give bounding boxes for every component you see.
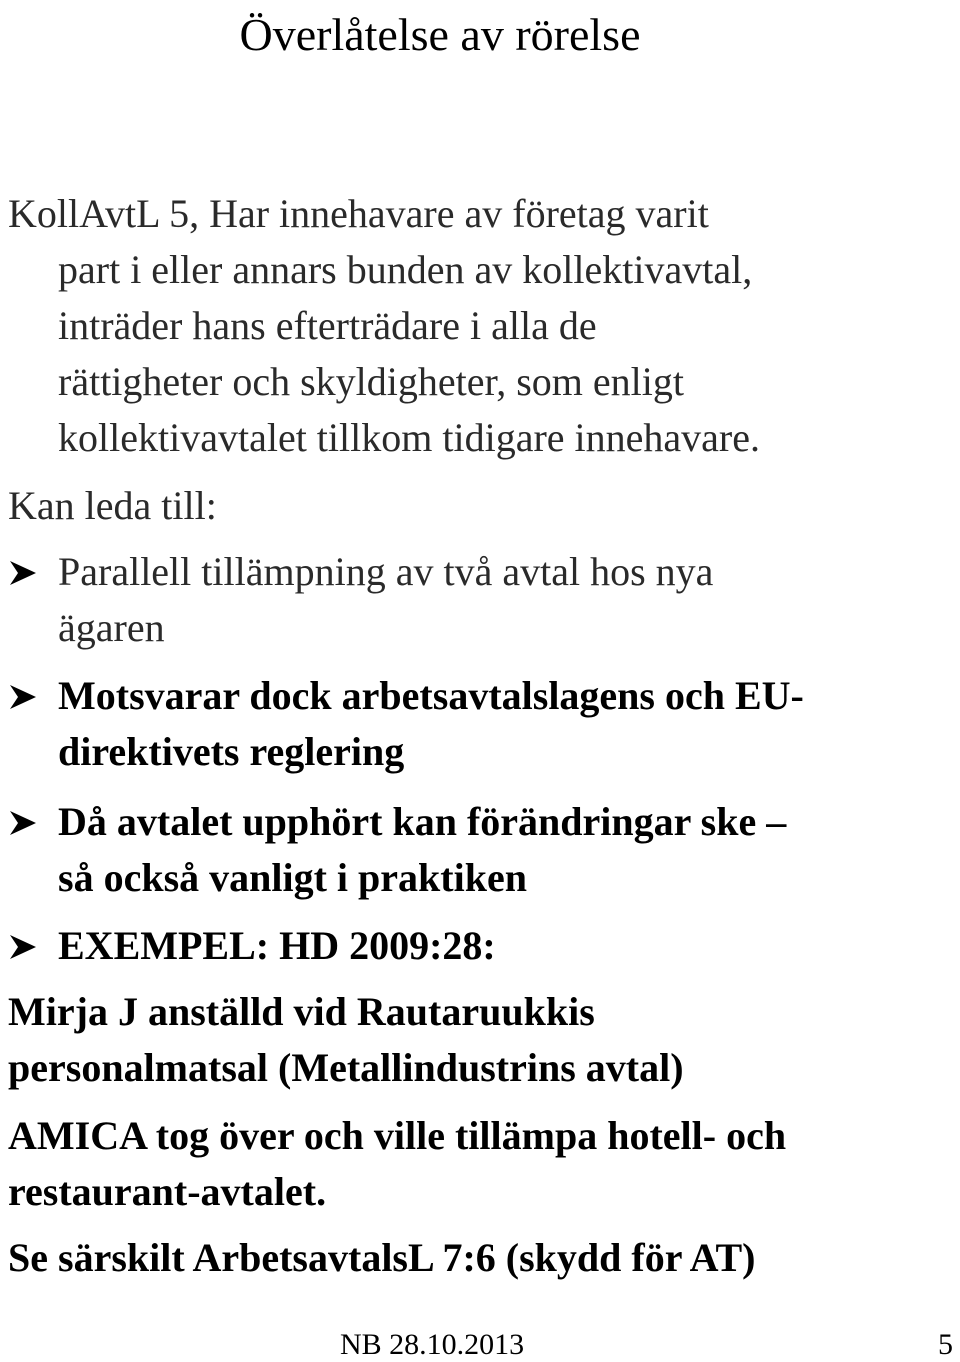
bullet-item	[8, 918, 953, 974]
intro-paragraph	[8, 186, 948, 466]
bullet-text: ägaren	[58, 605, 165, 650]
page-title: Överlåtelse av rörelse	[239, 9, 641, 60]
bullet-text: direktivets reglering	[58, 729, 405, 774]
example-line: personalmatsal (Metallindustrins avtal)	[8, 1045, 684, 1090]
arrowhead-bullet-icon	[8, 684, 38, 710]
bullet-item	[8, 544, 953, 656]
bullet-text: EXEMPEL: HD 2009:28:	[58, 923, 496, 968]
example-line: Se särskilt ArbetsavtalsL 7:6 (skydd för AT)	[8, 1235, 756, 1280]
arrowhead-bullet-icon	[8, 934, 38, 960]
kan-leda-heading	[8, 478, 948, 534]
footer-date: NB 28.10.2013	[340, 1328, 525, 1361]
example-paragraph	[8, 1108, 948, 1220]
bullet-text: Motsvarar dock arbetsavtalslagens och EU-	[58, 673, 804, 718]
intro-line: kollektivavtalet tillkom tidigare innehavare.	[58, 415, 760, 460]
example-paragraph	[8, 1230, 948, 1286]
example-line: restaurant-avtalet.	[8, 1169, 327, 1214]
intro-line: inträder hans efterträdare i alla de	[58, 303, 597, 348]
bullet-text: Då avtalet upphört kan förändringar ske –	[58, 799, 787, 844]
bullet-item	[8, 668, 953, 780]
kan-leda-text: Kan leda till:	[8, 483, 217, 528]
arrowhead-bullet-icon	[8, 560, 38, 586]
example-paragraph	[8, 984, 948, 1096]
example-line: AMICA tog över och ville tillämpa hotell- och	[8, 1113, 787, 1158]
intro-line: part i eller annars bunden av kollektivavtal,	[58, 247, 753, 292]
arrowhead-bullet-icon	[8, 810, 38, 836]
bullet-item	[8, 794, 953, 906]
bullet-text: Parallell tillämpning av två avtal hos nya	[58, 549, 714, 594]
page-number: 5	[938, 1328, 953, 1361]
bullet-text: så också vanligt i praktiken	[58, 855, 527, 900]
example-line: Mirja J anställd vid Rautaruukkis	[8, 989, 595, 1034]
intro-line: KollAvtL 5, Har innehavare av företag varit	[8, 191, 709, 236]
intro-line: rättigheter och skyldigheter, som enligt	[58, 359, 685, 404]
